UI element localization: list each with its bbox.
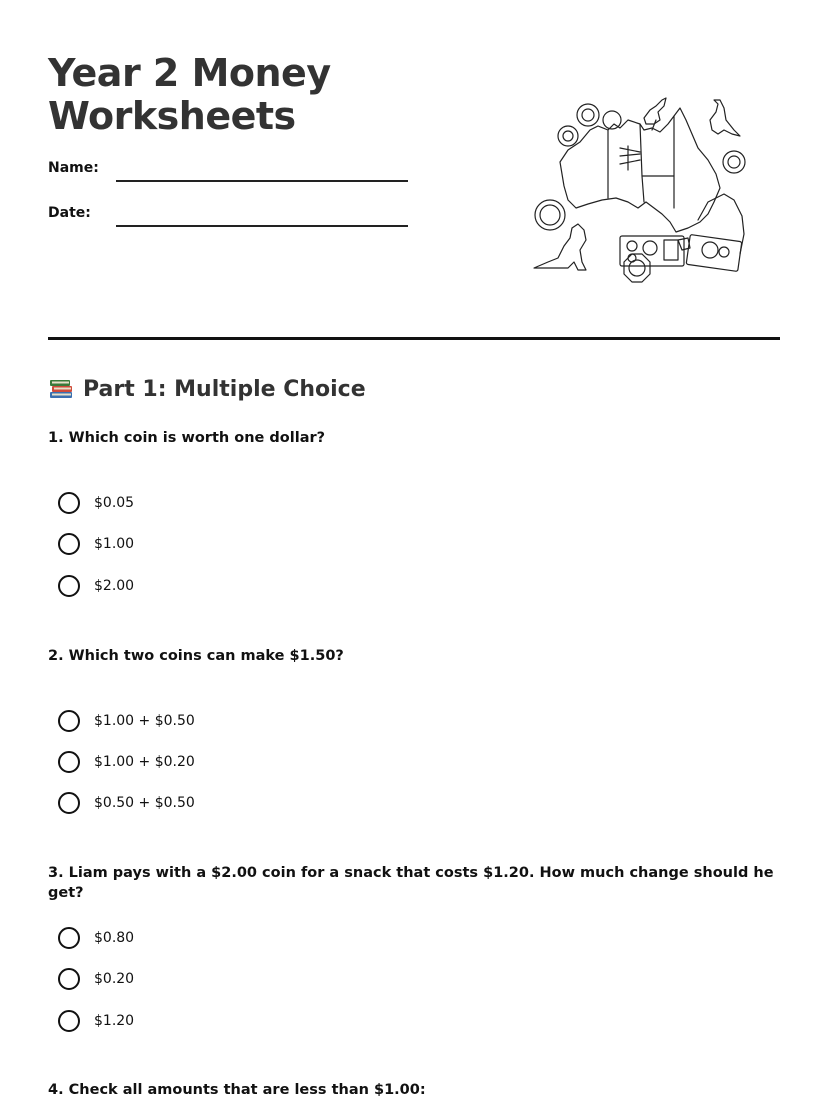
answer-option[interactable]: [58, 925, 134, 951]
section-heading: [48, 374, 366, 404]
radio-button[interactable]: [58, 751, 80, 773]
answer-label: $1.00 + $0.20: [94, 754, 195, 770]
answer-label: $0.80: [94, 930, 135, 946]
date-field-row: [48, 205, 408, 229]
radio-button[interactable]: [58, 927, 80, 949]
question-text: 1. Which coin is worth one dollar?: [48, 430, 326, 446]
answer-option[interactable]: [58, 749, 195, 775]
question-text: 2. Which two coins can make $1.50?: [48, 648, 344, 664]
answer-option[interactable]: [58, 790, 195, 816]
page-title: Year 2 Money Worksheets: [48, 51, 331, 138]
coin-icon: [723, 151, 745, 173]
answer-label: $0.05: [94, 495, 135, 511]
radio-button[interactable]: [58, 492, 80, 514]
coin-icon: [577, 104, 599, 126]
question-2: [48, 646, 808, 811]
coin-icon: [558, 126, 578, 146]
question-text: 3. Liam pays with a $2.00 coin for a snack that costs $1.20. How much change should he get?: [48, 865, 774, 901]
answer-option[interactable]: [58, 1008, 134, 1034]
radio-button[interactable]: [58, 968, 80, 990]
answer-label: $1.00 + $0.50: [94, 713, 195, 729]
question-text: 4. Check all amounts that are less than $1.00:: [48, 1082, 426, 1098]
answer-label: $0.20: [94, 971, 135, 987]
radio-button[interactable]: [58, 1010, 80, 1032]
question-3: [48, 863, 808, 1029]
kangaroo-icon: [534, 224, 586, 270]
name-underline: [116, 180, 408, 182]
answer-label: $2.00: [94, 578, 135, 594]
section-divider: [48, 337, 780, 340]
radio-button[interactable]: [58, 575, 80, 597]
answer-option[interactable]: [58, 573, 134, 599]
name-field-row: [48, 160, 408, 184]
question-1: [48, 428, 808, 594]
answer-label: $1.20: [94, 1013, 135, 1029]
answer-label: $0.50 + $0.50: [94, 795, 195, 811]
name-input[interactable]: [116, 160, 408, 182]
radio-button[interactable]: [58, 533, 80, 555]
answer-option[interactable]: [58, 966, 134, 992]
australia-money-illustration: [528, 90, 758, 290]
banknote-icon: [686, 235, 742, 272]
date-label: Date:: [48, 205, 91, 221]
answer-label: $1.00: [94, 536, 135, 552]
kangaroo-icon: [710, 100, 740, 136]
section-title: Part 1: Multiple Choice: [83, 376, 366, 402]
answer-option[interactable]: [58, 531, 134, 557]
name-label: Name:: [48, 160, 99, 176]
books-icon: [48, 377, 74, 401]
radio-button[interactable]: [58, 710, 80, 732]
radio-button[interactable]: [58, 792, 80, 814]
question-4: [48, 1080, 808, 1100]
date-input[interactable]: [116, 205, 408, 227]
answer-option[interactable]: [58, 708, 195, 734]
fifty-cent-coin-icon: [624, 254, 650, 282]
answer-option[interactable]: [58, 490, 134, 516]
date-underline: [116, 225, 408, 227]
kangaroo-icon: [644, 98, 666, 130]
